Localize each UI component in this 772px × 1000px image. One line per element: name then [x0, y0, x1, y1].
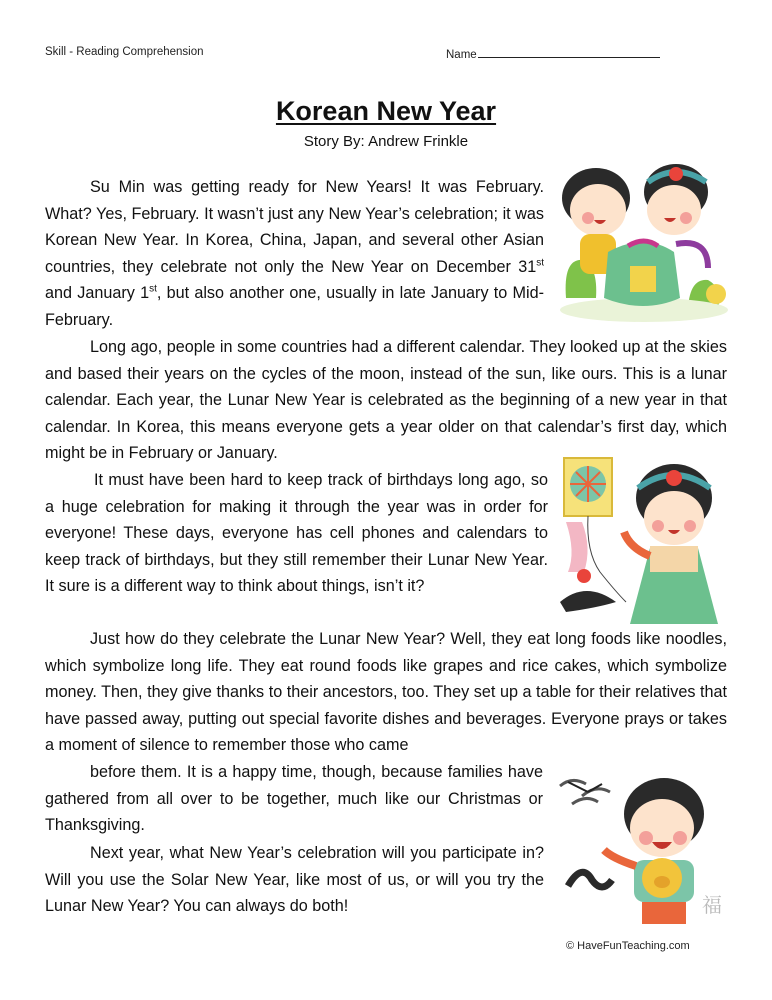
superscript-st-1: st — [536, 257, 544, 269]
name-label: Name — [446, 49, 477, 61]
girl-with-kite-illustration — [556, 452, 734, 630]
paragraph-5: Next year, what New Year’s celebration will you participate in? Will you use the Solar New Year, like most of us, or will you try the Lunar New Year? You can always do both! — [45, 844, 544, 916]
red-sun — [577, 569, 591, 583]
paragraph-1-part-b: and January 1 — [45, 284, 150, 303]
paragraph-2: Long ago, people in some countries had a different calendar. They looked up at the skies and based their years on the cycles of the moon, instead of the sun, like ours. This is a lunar calendar. Each year, the Lunar New Year is celebrated as the beginning of a new year in that calendar. In Korea, this means everyone gets a year older on that calendar’s first day, which might be in February or January. — [45, 338, 727, 463]
flying-cranes — [560, 780, 610, 804]
gift-bag-label — [630, 266, 656, 292]
paragraph-1 — [45, 174, 544, 334]
name-field — [446, 46, 660, 61]
boy-face — [570, 184, 626, 236]
girl-hair-ornament — [669, 167, 683, 181]
paragraph-1-part-a: Su Min was getting ready for New Years! It was February. What? Yes, February. It wasn’t just any New Year’s celebration; it was Korean New Year. In Korea, China, Japan, and several other Asian countries, they celebrate not only the New Year on December 31 — [45, 178, 544, 276]
boy-cheek-right — [673, 831, 687, 845]
paragraph-4-part-a: Just how do they celebrate the Lunar New Year? Well, they eat long foods like noodles, which symbolize long life. They eat round foods like grapes and rice cakes, which symbolize money. Then, they give thanks to their ancestors, too. They set up a table for their relatives that have passed away, putting out special favorite dishes and beverages. Everyone prays or takes a moment of silence to remember those who came — [45, 630, 727, 755]
girl-face — [647, 185, 701, 235]
kite-string — [588, 516, 626, 602]
paragraph-3: It must have been hard to keep track of birthdays long ago, so a huge celebration for making it through the year was in order for everyone! These days, everyone has cell phones and calendars to keep track of birthdays, but they still remember their Lunar New Year. It sure is a different way to think about things, isn’t it? — [45, 471, 548, 596]
kids-with-gift-illustration — [558, 148, 730, 326]
paragraph-1-part-c: , but also another one, usually in late January to Mid-February. — [45, 284, 544, 329]
name-blank-line — [478, 46, 660, 58]
superscript-st-2: st — [149, 283, 157, 295]
girl-hanbok-top — [650, 546, 698, 572]
girl-face — [644, 491, 704, 545]
ink-brush-stroke — [568, 872, 612, 887]
girl-cheek — [680, 212, 692, 224]
kite-tail — [566, 522, 588, 572]
skill-label: Skill - Reading Comprehension — [45, 46, 204, 58]
pig-snout — [654, 876, 670, 888]
page-title — [0, 96, 772, 127]
boy-cheek — [582, 212, 594, 224]
footer-copyright: © HaveFunTeaching.com — [566, 940, 690, 952]
ink-mountain — [560, 591, 616, 612]
boy-arm — [604, 850, 636, 866]
title-text: Korean New Year — [275, 96, 497, 126]
girl-arm — [624, 532, 650, 556]
byline: Story By: Andrew Frinkle — [303, 133, 469, 150]
purple-ribbon — [676, 243, 708, 268]
boy-cheek-left — [639, 831, 653, 845]
boy-with-pig-illustration — [552, 762, 732, 928]
girl-cheek-right — [684, 520, 696, 532]
boy-pants — [642, 902, 686, 924]
girl-hair-ornament — [666, 470, 682, 486]
paragraph-4-part-b: before them. It is a happy time, though, because families have gathered from all over to be together, much like our Christmas or Thanksgiving. — [45, 762, 543, 835]
girl-cheek-left — [652, 520, 664, 532]
fortune-glyph: 福 — [702, 893, 722, 917]
yellow-pouch — [706, 284, 726, 304]
